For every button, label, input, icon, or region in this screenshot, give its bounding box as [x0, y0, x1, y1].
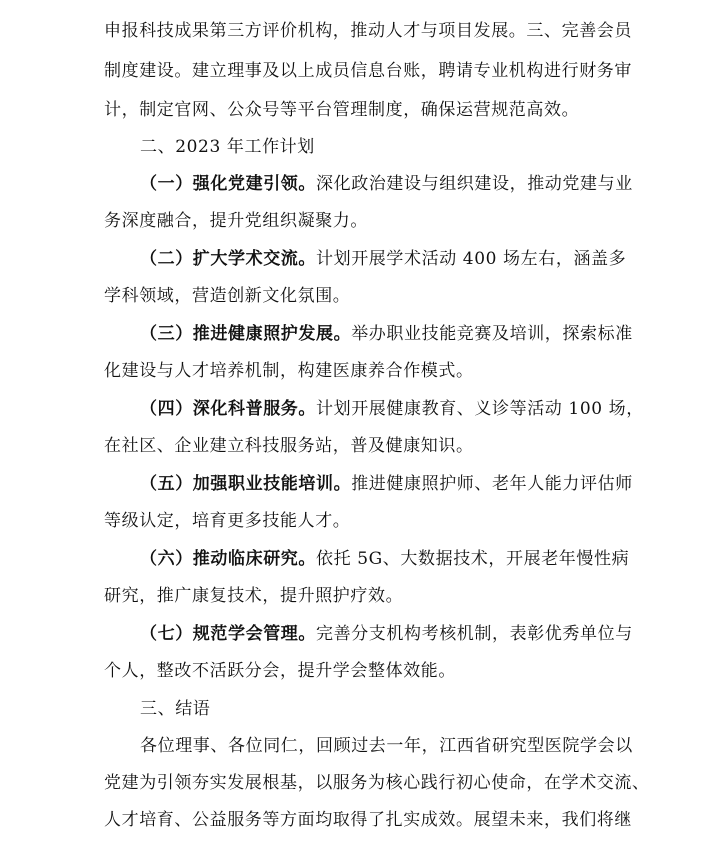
body-text-line: 制度建设。建立理事及以上成员信息台账，聘请专业机构进行财务审: [104, 61, 632, 81]
plan-item-6-title: （六）推动临床研究。: [140, 549, 316, 569]
plan-item-7-title: （七）规范学会管理。: [140, 624, 316, 644]
plan-item-7-text: 完善分支机构考核机制，表彰优秀单位与: [316, 624, 633, 644]
plan-item-7-text-cont: 个人，整改不活跃分会，提升学会整体效能。: [104, 661, 456, 681]
plan-item-1-line: [140, 170, 633, 198]
plan-item-3-line: [140, 320, 633, 348]
plan-item-2-line: [140, 245, 627, 273]
plan-item-2-text-cont: 学科领域，营造创新文化氛围。: [104, 286, 351, 306]
conclusion-text-line: 各位理事、各位同仁，回顾过去一年，江西省研究型医院学会以: [140, 736, 633, 756]
plan-item-6-text: 依托 5G、大数据技术，开展老年慢性病: [316, 549, 630, 569]
plan-item-5-title: （五）加强职业技能培训。: [140, 474, 352, 494]
plan-item-7-line: [140, 620, 633, 648]
section-heading-work-plan: 二、2023 年工作计划: [140, 137, 315, 157]
plan-item-4-line: [140, 395, 644, 423]
plan-item-3-text-cont: 化建设与人才培养机制，构建医康养合作模式。: [104, 361, 474, 381]
plan-item-5-text-cont: 等级认定，培育更多技能人才。: [104, 511, 351, 531]
plan-item-2-text: 计划开展学术活动 400 场左右，涵盖多: [316, 249, 627, 269]
plan-item-4-text-cont: 在社区、企业建立科技服务站，普及健康知识。: [104, 436, 474, 456]
plan-item-6-line: [140, 545, 630, 573]
plan-item-1-text: 深化政治建设与组织建设，推动党建与业: [316, 174, 633, 194]
plan-item-6-text-cont: 研究，推广康复技术，提升照护疗效。: [104, 586, 404, 606]
plan-item-5-line: [140, 470, 633, 498]
section-heading-conclusion: 三、结语: [140, 699, 211, 719]
plan-item-3-title: （三）推进健康照护发展。: [140, 324, 352, 344]
body-text-line: 申报科技成果第三方评价机构，推动人才与项目发展。三、完善会员: [104, 21, 632, 41]
plan-item-2-title: （二）扩大学术交流。: [140, 249, 316, 269]
plan-item-4-text: 计划开展健康教育、义诊等活动 100 场，: [316, 399, 644, 419]
plan-item-1-title: （一）强化党建引领。: [140, 174, 316, 194]
plan-item-5-text: 推进健康照护师、老年人能力评估师: [351, 474, 633, 494]
conclusion-text-line: 人才培育、公益服务等方面均取得了扎实成效。展望未来，我们将继: [104, 810, 632, 830]
plan-item-1-text-cont: 务深度融合，提升党组织凝聚力。: [104, 211, 368, 231]
body-text-line: 计，制定官网、公众号等平台管理制度，确保运营规范高效。: [104, 100, 580, 120]
conclusion-text-line: 党建为引领夯实发展根基，以服务为核心践行初心使命，在学术交流、: [104, 773, 650, 793]
plan-item-3-text: 举办职业技能竞赛及培训，探索标准: [351, 324, 633, 344]
plan-item-4-title: （四）深化科普服务。: [140, 399, 316, 419]
